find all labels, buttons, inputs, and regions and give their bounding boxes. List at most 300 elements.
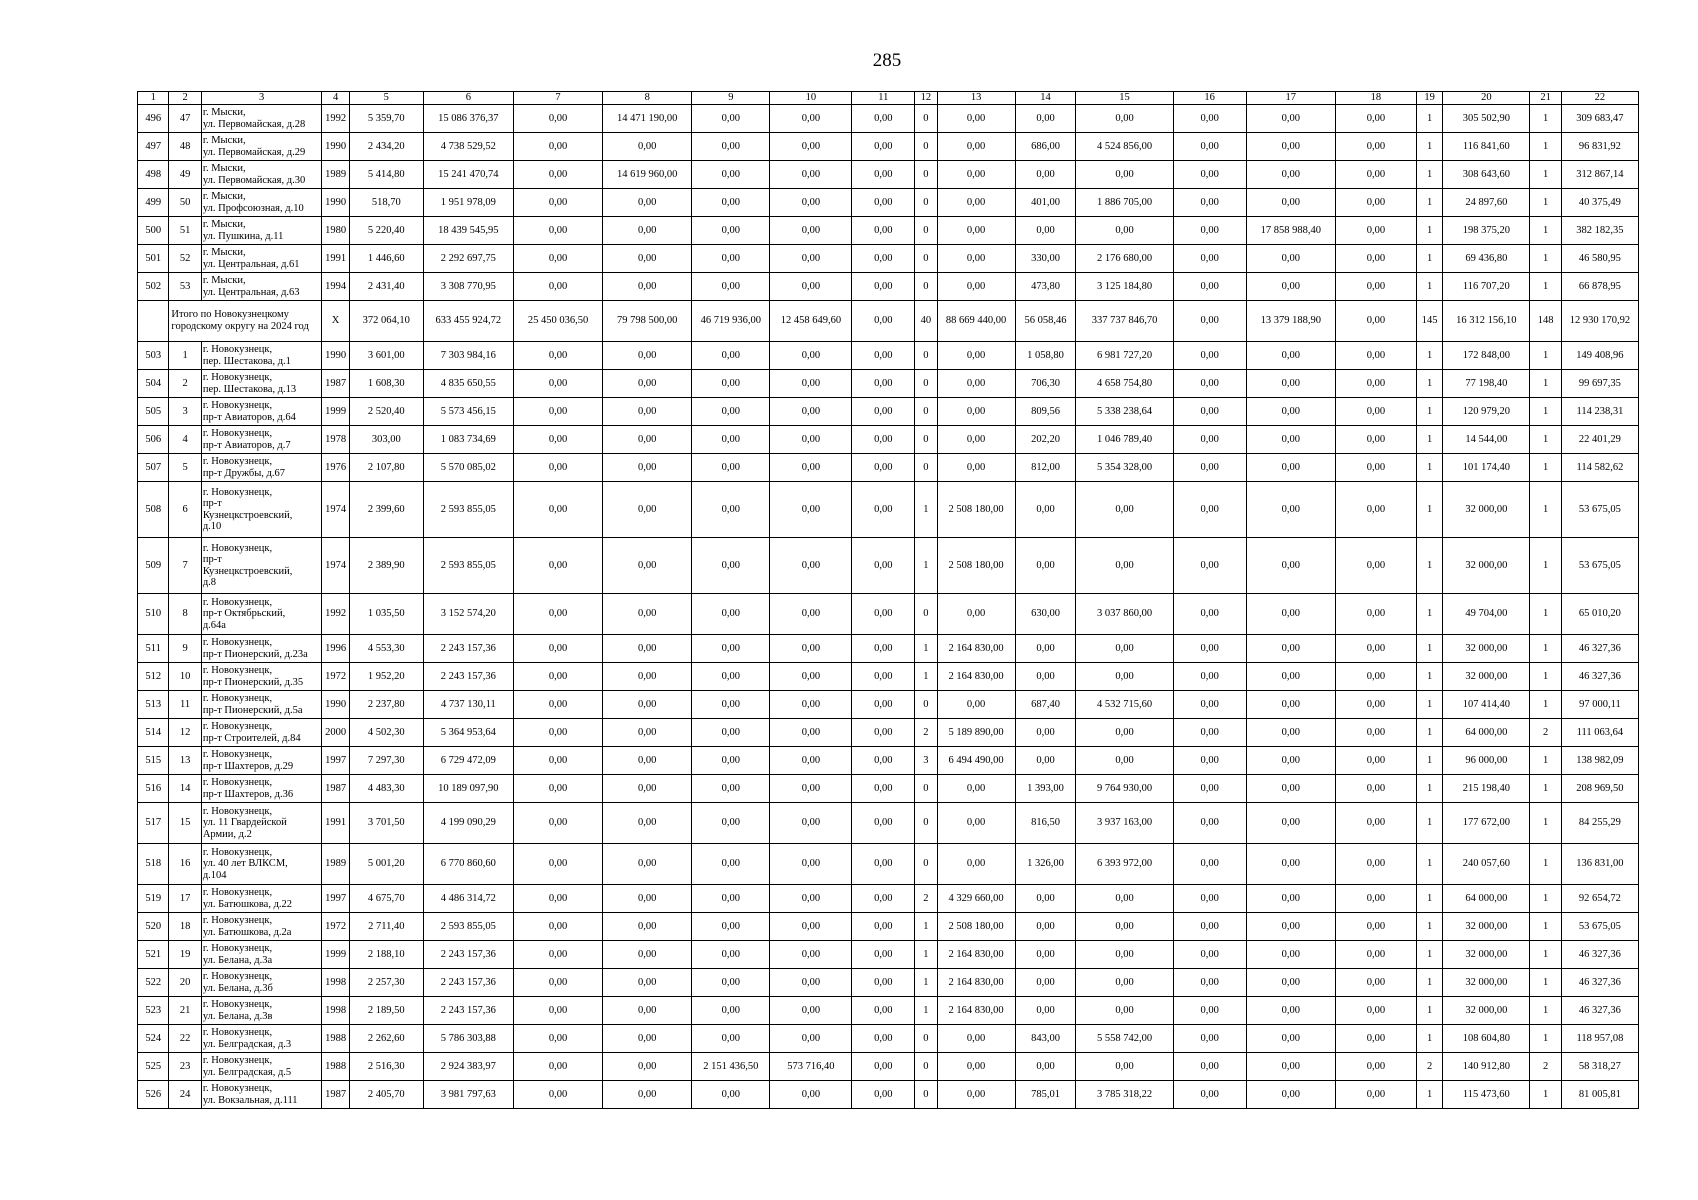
table-cell: 473,80 <box>1015 273 1076 301</box>
table-cell: 303,00 <box>349 426 423 454</box>
table-cell: 1 <box>1530 885 1561 913</box>
table-cell: 0,00 <box>770 538 852 594</box>
table-cell: 3 701,50 <box>349 803 423 844</box>
table-cell: 46 327,36 <box>1561 941 1638 969</box>
table-cell: 52 <box>169 245 201 273</box>
table-cell: 0,00 <box>513 969 602 997</box>
table-cell: 0,00 <box>770 398 852 426</box>
table-cell: 1 <box>1530 342 1561 370</box>
table-cell: 1999 <box>322 398 349 426</box>
table-cell: 0 <box>915 426 937 454</box>
summary-empty-cell <box>138 301 169 342</box>
table-cell: 2 107,80 <box>349 454 423 482</box>
table-cell: 1992 <box>322 105 349 133</box>
table-cell: 0,00 <box>1246 844 1335 885</box>
column-header-17: 17 <box>1246 92 1335 105</box>
table-cell: 0,00 <box>1335 1025 1416 1053</box>
table-cell: 0,00 <box>852 342 915 370</box>
table-cell: 0,00 <box>1173 342 1246 370</box>
table-cell: 51 <box>169 217 201 245</box>
table-row <box>138 941 1639 969</box>
table-cell: 0,00 <box>692 594 770 635</box>
table-cell: 0,00 <box>852 398 915 426</box>
table-cell: 0,00 <box>1335 594 1416 635</box>
table-cell: 116 841,60 <box>1443 133 1530 161</box>
table-cell: 1 886 705,00 <box>1076 189 1173 217</box>
table-cell: 0 <box>915 273 937 301</box>
table-cell: 1988 <box>322 1053 349 1081</box>
table-cell: 1 <box>1416 775 1442 803</box>
table-cell: 0,00 <box>770 342 852 370</box>
table-cell: 5 786 303,88 <box>423 1025 513 1053</box>
column-header-20: 20 <box>1443 92 1530 105</box>
table-cell: 0,00 <box>513 1081 602 1109</box>
table-cell: 0,00 <box>1246 719 1335 747</box>
table-cell: 0,00 <box>692 538 770 594</box>
table-cell: 0,00 <box>1173 844 1246 885</box>
table-cell: 1989 <box>322 161 349 189</box>
table-cell: 0 <box>915 1053 937 1081</box>
table-cell: 1 <box>1416 245 1442 273</box>
table-cell: 1 <box>1530 133 1561 161</box>
table-cell: 1 <box>1530 594 1561 635</box>
table-row <box>138 538 1639 594</box>
table-cell: 0,00 <box>692 803 770 844</box>
table-cell: 1 393,00 <box>1015 775 1076 803</box>
table-cell: 3 152 574,20 <box>423 594 513 635</box>
table-cell: 0,00 <box>1335 969 1416 997</box>
table-cell: 0,00 <box>513 1053 602 1081</box>
table-cell: 0,00 <box>692 635 770 663</box>
table-cell: 47 <box>169 105 201 133</box>
table-cell: 97 000,11 <box>1561 691 1638 719</box>
table-cell: 240 057,60 <box>1443 844 1530 885</box>
table-cell: 1 <box>1416 538 1442 594</box>
table-cell: 32 000,00 <box>1443 913 1530 941</box>
table-cell: 0,00 <box>770 426 852 454</box>
table-cell: 3 308 770,95 <box>423 273 513 301</box>
table-cell: 0,00 <box>937 454 1015 482</box>
table-cell: 2 164 830,00 <box>937 635 1015 663</box>
table-cell: 501 <box>138 245 169 273</box>
column-header-22: 22 <box>1561 92 1638 105</box>
table-cell: 0,00 <box>770 105 852 133</box>
column-header-15: 15 <box>1076 92 1173 105</box>
table-cell: 0 <box>915 245 937 273</box>
table-cell: 49 704,00 <box>1443 594 1530 635</box>
table-cell: 0,00 <box>852 1053 915 1081</box>
table-cell: 0,00 <box>513 775 602 803</box>
table-cell: 0,00 <box>770 217 852 245</box>
table-cell: 0,00 <box>1076 538 1173 594</box>
address-cell: г. Новокузнецк, ул. 40 лет ВЛКСМ, д.104 <box>201 844 322 885</box>
table-cell: 49 <box>169 161 201 189</box>
table-cell: 20 <box>169 969 201 997</box>
table-cell: 0,00 <box>1076 913 1173 941</box>
table-cell: 0,00 <box>513 217 602 245</box>
table-cell: 1 326,00 <box>1015 844 1076 885</box>
table-cell: 0,00 <box>937 691 1015 719</box>
table-cell: 521 <box>138 941 169 969</box>
table-cell: 2 164 830,00 <box>937 969 1015 997</box>
table-row <box>138 161 1639 189</box>
table-cell: 1 <box>1530 454 1561 482</box>
table-cell: 53 675,05 <box>1561 482 1638 538</box>
table-cell: 0,00 <box>1015 747 1076 775</box>
table-cell: 96 000,00 <box>1443 747 1530 775</box>
table-cell: 2 924 383,97 <box>423 1053 513 1081</box>
table-cell: 2000 <box>322 719 349 747</box>
table-cell: 0,00 <box>1173 747 1246 775</box>
table-cell: 0,00 <box>852 161 915 189</box>
table-cell: 0,00 <box>1173 803 1246 844</box>
table-cell: 2 593 855,05 <box>423 913 513 941</box>
table-cell: 2 431,40 <box>349 273 423 301</box>
table-cell: 0,00 <box>603 342 692 370</box>
table-cell: 0,00 <box>852 273 915 301</box>
table-cell: 1991 <box>322 803 349 844</box>
table-cell: 0,00 <box>770 245 852 273</box>
summary-row <box>138 301 1639 342</box>
table-cell: 1999 <box>322 941 349 969</box>
table-cell: 686,00 <box>1015 133 1076 161</box>
table-cell: 509 <box>138 538 169 594</box>
table-cell: 0,00 <box>937 803 1015 844</box>
table-cell: 21 <box>169 997 201 1025</box>
table-cell: 1 <box>1530 913 1561 941</box>
table-cell: 1992 <box>322 594 349 635</box>
table-cell: 9 <box>169 635 201 663</box>
address-cell: г. Новокузнецк, ул. 11 Гвардейской Армии, д.2 <box>201 803 322 844</box>
table-cell: 0,00 <box>1173 454 1246 482</box>
table-cell: 2 593 855,05 <box>423 538 513 594</box>
table-cell: 0,00 <box>1015 913 1076 941</box>
column-header-9: 9 <box>692 92 770 105</box>
table-cell: 2 262,60 <box>349 1025 423 1053</box>
table-cell: 1 <box>1530 482 1561 538</box>
table-cell: 0,00 <box>1335 133 1416 161</box>
table-cell: 2 151 436,50 <box>692 1053 770 1081</box>
table-cell: 0,00 <box>770 913 852 941</box>
table-cell: 0,00 <box>692 997 770 1025</box>
table-cell: 1 <box>1416 969 1442 997</box>
table-cell: 0,00 <box>513 594 602 635</box>
address-cell: г. Новокузнецк, пр-т Шахтеров, д.29 <box>201 747 322 775</box>
address-cell: г. Новокузнецк, пр-т Пионерский, д.5а <box>201 691 322 719</box>
table-cell: 525 <box>138 1053 169 1081</box>
table-cell: 0,00 <box>852 426 915 454</box>
table-cell: 0,00 <box>852 997 915 1025</box>
table-cell: 0,00 <box>770 885 852 913</box>
table-cell: 8 <box>169 594 201 635</box>
table-cell: 5 354 328,00 <box>1076 454 1173 482</box>
table-cell: 4 675,70 <box>349 885 423 913</box>
table-cell: 4 532 715,60 <box>1076 691 1173 719</box>
table-cell: 32 000,00 <box>1443 635 1530 663</box>
table-cell: 53 675,05 <box>1561 913 1638 941</box>
table-cell: 0 <box>915 1081 937 1109</box>
table-cell: 0,00 <box>513 273 602 301</box>
table-cell: 0,00 <box>1246 538 1335 594</box>
table-cell: 0,00 <box>937 133 1015 161</box>
table-cell: 0,00 <box>770 941 852 969</box>
table-cell: 1 <box>1416 161 1442 189</box>
column-header-10: 10 <box>770 92 852 105</box>
table-cell: 0,00 <box>770 1025 852 1053</box>
table-cell: 0,00 <box>513 189 602 217</box>
address-cell: г. Новокузнецк, пр-т Кузнецкстроевский, д.8 <box>201 538 322 594</box>
table-cell: 46 327,36 <box>1561 997 1638 1025</box>
table-cell: 0,00 <box>603 370 692 398</box>
table-cell: 32 000,00 <box>1443 969 1530 997</box>
table-cell: 0,00 <box>1076 217 1173 245</box>
table-cell: 0,00 <box>1246 370 1335 398</box>
table-row <box>138 245 1639 273</box>
table-cell: 0,00 <box>1076 161 1173 189</box>
table-cell: 0,00 <box>692 398 770 426</box>
table-cell: 2 176 680,00 <box>1076 245 1173 273</box>
summary-cell: 337 737 846,70 <box>1076 301 1173 342</box>
table-cell: 0,00 <box>1173 370 1246 398</box>
table-cell: 0,00 <box>603 454 692 482</box>
table-cell: 0,00 <box>513 245 602 273</box>
table-cell: 0,00 <box>513 370 602 398</box>
table-cell: 32 000,00 <box>1443 663 1530 691</box>
table-cell: 498 <box>138 161 169 189</box>
table-cell: 0,00 <box>1335 1053 1416 1081</box>
table-cell: 519 <box>138 885 169 913</box>
table-cell: 2 508 180,00 <box>937 482 1015 538</box>
table-cell: 0,00 <box>513 747 602 775</box>
column-header-16: 16 <box>1173 92 1246 105</box>
address-cell: г. Мыски, ул. Центральная, д.63 <box>201 273 322 301</box>
summary-cell: 0,00 <box>1173 301 1246 342</box>
table-cell: 0,00 <box>1173 594 1246 635</box>
table-cell: 0 <box>915 189 937 217</box>
table-cell: 4 738 529,52 <box>423 133 513 161</box>
table-cell: 3 <box>915 747 937 775</box>
table-cell: 2 <box>169 370 201 398</box>
table-cell: 2 243 157,36 <box>423 969 513 997</box>
table-row <box>138 594 1639 635</box>
table-cell: 198 375,20 <box>1443 217 1530 245</box>
table-cell: 0,00 <box>692 454 770 482</box>
table-cell: 5 220,40 <box>349 217 423 245</box>
table-cell: 0 <box>915 803 937 844</box>
table-cell: 497 <box>138 133 169 161</box>
table-cell: 116 707,20 <box>1443 273 1530 301</box>
summary-cell: 148 <box>1530 301 1561 342</box>
table-cell: 107 414,40 <box>1443 691 1530 719</box>
table-cell: 1 <box>1530 245 1561 273</box>
summary-cell: 88 669 440,00 <box>937 301 1015 342</box>
address-cell: г. Новокузнецк, пр-т Пионерский, д.23а <box>201 635 322 663</box>
table-cell: 0,00 <box>1076 105 1173 133</box>
table-cell: 1988 <box>322 1025 349 1053</box>
table-cell: 401,00 <box>1015 189 1076 217</box>
table-cell: 149 408,96 <box>1561 342 1638 370</box>
table-cell: 14 619 960,00 <box>603 161 692 189</box>
table-cell: 0,00 <box>603 775 692 803</box>
address-cell: г. Новокузнецк, пр-т Пионерский, д.35 <box>201 663 322 691</box>
table-cell: 0,00 <box>1015 969 1076 997</box>
table-cell: 0,00 <box>692 969 770 997</box>
table-cell: 0,00 <box>513 913 602 941</box>
table-cell: 3 785 318,22 <box>1076 1081 1173 1109</box>
table-cell: 1 035,50 <box>349 594 423 635</box>
table-cell: 4 835 650,55 <box>423 370 513 398</box>
table-cell: 0,00 <box>1076 941 1173 969</box>
table-cell: 0,00 <box>1246 454 1335 482</box>
table-cell: 118 957,08 <box>1561 1025 1638 1053</box>
table-cell: 1 <box>915 913 937 941</box>
table-row <box>138 803 1639 844</box>
table-cell: 0 <box>915 217 937 245</box>
table-cell: 11 <box>169 691 201 719</box>
summary-cell: 0,00 <box>852 301 915 342</box>
table-cell: 785,01 <box>1015 1081 1076 1109</box>
column-header-3: 3 <box>201 92 322 105</box>
table-cell: 1 <box>1530 803 1561 844</box>
table-header <box>138 92 1639 105</box>
table-cell: 1994 <box>322 273 349 301</box>
table-cell: 2 164 830,00 <box>937 663 1015 691</box>
table-cell: 0,00 <box>1335 273 1416 301</box>
table-cell: 1 <box>1416 426 1442 454</box>
column-header-21: 21 <box>1530 92 1561 105</box>
address-cell: г. Мыски, ул. Первомайская, д.29 <box>201 133 322 161</box>
table-cell: 2 243 157,36 <box>423 635 513 663</box>
table-cell: 0,00 <box>1246 803 1335 844</box>
table-cell: 1 <box>1416 747 1442 775</box>
table-cell: 2 189,50 <box>349 997 423 1025</box>
table-cell: 0 <box>915 105 937 133</box>
table-row <box>138 189 1639 217</box>
summary-label: Итого по Новокузнецкому городскому округу на 2024 год <box>169 301 322 342</box>
table-cell: 0,00 <box>1335 719 1416 747</box>
address-cell: г. Новокузнецк, пр-т Строителей, д.84 <box>201 719 322 747</box>
table-cell: 7 <box>169 538 201 594</box>
table-cell: 1 <box>915 941 937 969</box>
table-cell: 1 951 978,09 <box>423 189 513 217</box>
address-cell: г. Новокузнецк, пр-т Дружбы, д.67 <box>201 454 322 482</box>
table-cell: 2 164 830,00 <box>937 997 1015 1025</box>
table-cell: 0,00 <box>603 245 692 273</box>
table-cell: 0,00 <box>1246 482 1335 538</box>
table-cell: 0,00 <box>852 775 915 803</box>
table-cell: 0 <box>915 594 937 635</box>
table-cell: 0,00 <box>937 1025 1015 1053</box>
table-cell: 53 <box>169 273 201 301</box>
table-cell: 0,00 <box>1076 969 1173 997</box>
table-cell: 0,00 <box>1173 105 1246 133</box>
column-header-4: 4 <box>322 92 349 105</box>
table-cell: 1 <box>915 969 937 997</box>
table-cell: 0,00 <box>692 913 770 941</box>
table-cell: 0,00 <box>1335 426 1416 454</box>
table-cell: 1974 <box>322 538 349 594</box>
table-cell: 64 000,00 <box>1443 719 1530 747</box>
table-cell: 0,00 <box>1246 342 1335 370</box>
table-cell: 0,00 <box>1076 663 1173 691</box>
table-cell: 24 <box>169 1081 201 1109</box>
table-cell: 5 364 953,64 <box>423 719 513 747</box>
table-cell: 4 553,30 <box>349 635 423 663</box>
table-cell: 3 037 860,00 <box>1076 594 1173 635</box>
table-row <box>138 885 1639 913</box>
table-cell: 0,00 <box>1335 454 1416 482</box>
table-cell: 0,00 <box>513 663 602 691</box>
table-cell: 1978 <box>322 426 349 454</box>
table-cell: 0,00 <box>1173 997 1246 1025</box>
table-cell: 2 399,60 <box>349 482 423 538</box>
table-cell: 518,70 <box>349 189 423 217</box>
table-cell: 3 <box>169 398 201 426</box>
table-cell: 2 <box>1416 1053 1442 1081</box>
table-cell: 10 <box>169 663 201 691</box>
table-cell: 0,00 <box>603 594 692 635</box>
table-cell: 13 <box>169 747 201 775</box>
column-header-5: 5 <box>349 92 423 105</box>
table-cell: 4 658 754,80 <box>1076 370 1173 398</box>
table-cell: 0,00 <box>1015 482 1076 538</box>
table-cell: 0,00 <box>852 969 915 997</box>
table-cell: 0,00 <box>852 913 915 941</box>
table-cell: 32 000,00 <box>1443 941 1530 969</box>
table-cell: 1 <box>1416 913 1442 941</box>
table-cell: 573 716,40 <box>770 1053 852 1081</box>
table-cell: 0,00 <box>1173 663 1246 691</box>
table-cell: 1 <box>915 663 937 691</box>
table-cell: 46 327,36 <box>1561 635 1638 663</box>
page-number: 285 <box>872 50 902 71</box>
table-cell: 2 243 157,36 <box>423 663 513 691</box>
table-row <box>138 217 1639 245</box>
table-cell: 0,00 <box>852 719 915 747</box>
table-cell: 1987 <box>322 775 349 803</box>
column-header-7: 7 <box>513 92 602 105</box>
table-cell: 1 <box>1530 217 1561 245</box>
table-cell: 50 <box>169 189 201 217</box>
table-cell: 0,00 <box>603 398 692 426</box>
table-cell: 0,00 <box>1173 398 1246 426</box>
table-cell: 0,00 <box>770 161 852 189</box>
address-cell: г. Новокузнецк, пр-т Кузнецкстроевский, д.10 <box>201 482 322 538</box>
table-cell: 58 318,27 <box>1561 1053 1638 1081</box>
table-cell: 2 405,70 <box>349 1081 423 1109</box>
table-cell: 0,00 <box>770 747 852 775</box>
table-cell: 1990 <box>322 133 349 161</box>
table-cell: 0,00 <box>852 454 915 482</box>
table-cell: 503 <box>138 342 169 370</box>
table-cell: 0,00 <box>513 398 602 426</box>
table-cell: 0,00 <box>1335 747 1416 775</box>
address-cell: г. Новокузнецк, ул. Батюшкова, д.22 <box>201 885 322 913</box>
table-cell: 99 697,35 <box>1561 370 1638 398</box>
table-cell: 505 <box>138 398 169 426</box>
table-cell: 0,00 <box>603 635 692 663</box>
table-cell: 0,00 <box>1173 775 1246 803</box>
table-cell: 5 573 456,15 <box>423 398 513 426</box>
table-cell: 0,00 <box>770 1081 852 1109</box>
table-cell: 0,00 <box>1246 161 1335 189</box>
table-cell: 0,00 <box>513 1025 602 1053</box>
table-cell: 0,00 <box>692 133 770 161</box>
table-cell: 0,00 <box>513 426 602 454</box>
table-cell: 0 <box>915 370 937 398</box>
table-cell: 1 446,60 <box>349 245 423 273</box>
table-cell: 2 292 697,75 <box>423 245 513 273</box>
